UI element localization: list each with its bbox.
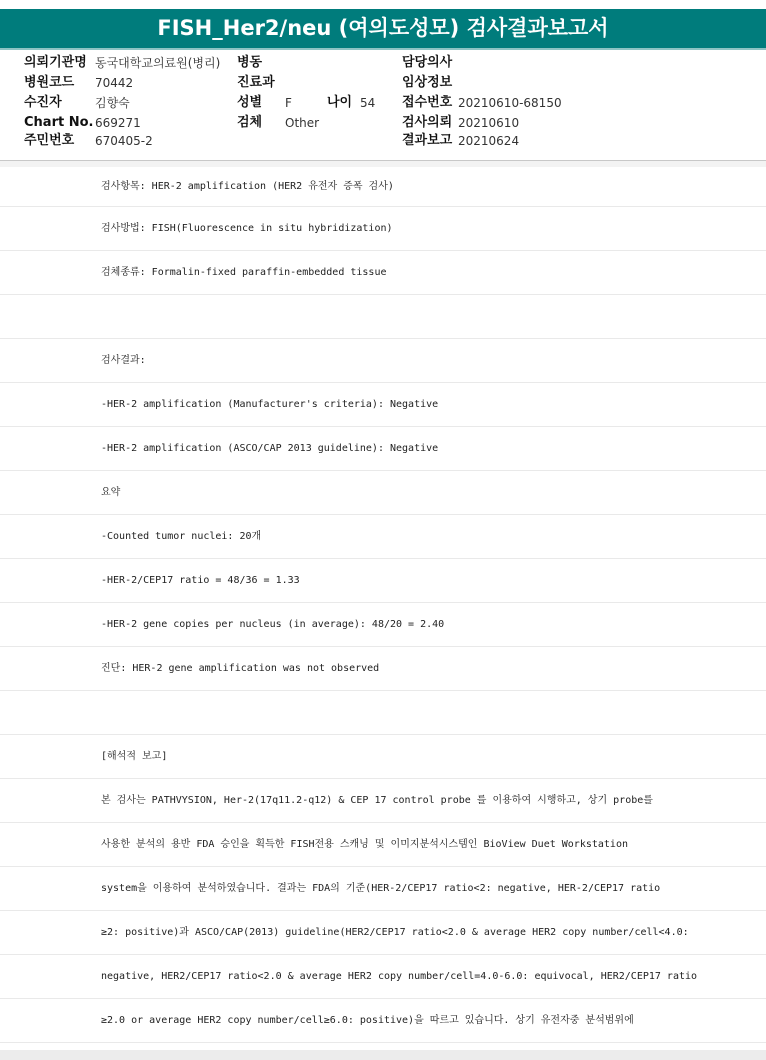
institution-value: 동국대학교의료원(병리) <box>95 56 221 70</box>
hospital-code-label: 병원코드 <box>24 75 75 90</box>
report-body <box>0 166 766 1043</box>
institution-label: 의뢰기관명 <box>24 55 87 70</box>
doctor-label: 담당의사 <box>402 55 453 70</box>
specimen-value: Other <box>285 116 320 130</box>
report-line: 검체종류: Formalin-fixed paraffin-embedded tissue <box>0 251 766 295</box>
department-label: 진료과 <box>237 75 275 90</box>
report-line: ≥2.0 or average HER2 copy number/cell≥6.0: positive)을 따르고 있습니다. 상기 유전자중 분석범위에 <box>0 999 766 1043</box>
report-line: 진단: HER-2 gene amplification was not observed <box>0 647 766 691</box>
hospital-code-value: 70442 <box>95 76 134 90</box>
report-line <box>0 295 766 339</box>
report-line: 본 검사는 PATHVYSION, Her-2(17q11.2-q12) & CEP 17 control probe 를 이용하여 시행하고, 상기 probe를 <box>0 779 766 823</box>
examinee-label: 수진자 <box>24 95 62 110</box>
horizontal-scrollbar[interactable] <box>0 1050 766 1060</box>
report-line: 검사결과: <box>0 339 766 383</box>
report-line: 사용한 분석의 용반 FDA 승인을 획득한 FISH전용 스캐닝 및 이미지분석시스템인 BioView Duet Workstation <box>0 823 766 867</box>
report-line: -Counted tumor nuclei: 20개 <box>0 515 766 559</box>
report-date-label: 결과보고 <box>402 133 453 148</box>
report-line: 요약 <box>0 471 766 515</box>
resident-no-value: 670405-2 <box>95 134 153 148</box>
report-line: system을 이용하여 분석하였습니다. 결과는 FDA의 기준(HER-2/CEP17 ratio<2: negative, HER-2/CEP17 ratio <box>0 867 766 911</box>
report-line: ≥2: positive)과 ASCO/CAP(2013) guideline(HER2/CEP17 ratio<2.0 & average HER2 copy number/cell<4.0: <box>0 911 766 955</box>
chart-no-value: 669271 <box>95 116 141 130</box>
clinical-info-label: 임상정보 <box>402 75 453 90</box>
report-line: 검사항목: HER-2 amplification (HER2 유전자 증폭 검사) <box>0 166 766 207</box>
report-line <box>0 691 766 735</box>
ward-label: 병동 <box>237 55 263 70</box>
accession-value: 20210610-68150 <box>458 96 562 110</box>
report-line: -HER-2 gene copies per nucleus (in average): 48/20 = 2.40 <box>0 603 766 647</box>
accession-label: 접수번호 <box>402 95 453 110</box>
sex-value: F <box>285 96 292 110</box>
report-date-value: 20210624 <box>458 134 520 148</box>
sex-label: 성별 <box>237 95 263 110</box>
report-line: -HER-2 amplification (Manufacturer's criteria): Negative <box>0 383 766 427</box>
chart-no-label: Chart No. <box>24 115 94 130</box>
patient-info-panel <box>0 54 766 154</box>
report-title: FISH_Her2/neu (여의도성모) 검사결과보고서 <box>0 9 766 48</box>
examinee-value: 김향숙 <box>95 96 130 110</box>
report-line: 검사방법: FISH(Fluorescence in situ hybridization) <box>0 207 766 251</box>
report-line: [해석적 보고] <box>0 735 766 779</box>
report-line: negative, HER2/CEP17 ratio<2.0 & average HER2 copy number/cell=4.0-6.0: equivocal, HER2/CEP17 ratio <box>0 955 766 999</box>
age-label: 나이 <box>327 95 353 110</box>
specimen-label: 검체 <box>237 115 263 130</box>
request-date-label: 검사의뢰 <box>402 115 453 130</box>
report-line: -HER-2 amplification (ASCO/CAP 2013 guideline): Negative <box>0 427 766 471</box>
age-value: 54 <box>360 96 376 110</box>
title-divider <box>0 48 766 50</box>
resident-no-label: 주민번호 <box>24 133 75 148</box>
report-line: -HER-2/CEP17 ratio = 48/36 = 1.33 <box>0 559 766 603</box>
request-date-value: 20210610 <box>458 116 520 130</box>
